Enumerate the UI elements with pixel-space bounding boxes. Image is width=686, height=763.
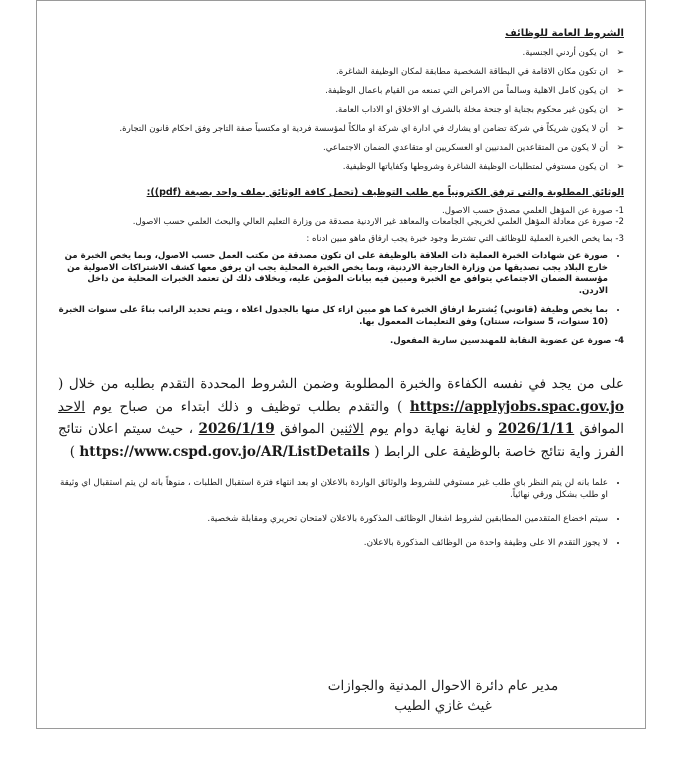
end-day: الاثنين [329,421,364,437]
document-content [58,28,624,561]
arrow-bullet-icon: ➢ [616,67,624,77]
note-item: • سيتم اخضاع المتقدمين المطابقين لشروط اشغال الوظائف المذكورة بالاعلان لامتحان تحريري ومقابلة شخصية. [58,513,608,525]
end-date: 2026/1/19 [198,421,275,437]
arrow-bullet-icon: ➢ [616,86,624,96]
arrow-bullet-icon: ➢ [616,124,624,134]
document-item-4: 4- صورة عن عضوية النقابة للمهندسين سارية المفعول. [390,336,624,346]
notes-list [58,477,624,549]
start-date: 2026/1/11 [498,421,575,437]
signature-block [318,676,568,716]
condition-item: ➢ ان تكون مكان الاقامة في البطاقة الشخصية مطابقة لمكان الوظيفة الشاغرة. [335,67,624,77]
note-item: • لا يجوز التقدم الا على وظيفة واحدة من الوظائف المذكورة بالاعلان. [58,537,608,549]
apply-link[interactable]: https://applyjobs.spac.gov.jo [409,398,624,415]
document-item-3: 3- بما يخص الخبرة العملية للوظائف التي تشترط وجود خبرة يجب ارفاق ماهو مبين ادناه : [306,234,624,244]
document-item-1: 1- صورة عن المؤهل العلمي مصدق حسب الاصول. [442,206,624,216]
announcement-paragraph: على من يجد في نفسه الكفاءة والخبرة المطلوبة وضمن الشروط المحددة التقدم بطلبه من خلال ( https://applyjobs.spac.gov.jo ) والتقدم بطلب توظيف و ذلك ابتداء من صباح يوم الاحد الموافق 2026/1/11 و لغاية نهاية دوام يوم الاثنين الموافق 2026/1/19 ، حيث سيتم اعلان نتائج الفرز واية نتائج خاصة بالوظيفة على الرابط ( https://www.cspd.gov.jo/AR/ListDetails ) [58,376,625,460]
arrow-bullet-icon: ➢ [616,162,624,172]
condition-item: ➢ ان يكون أردني الجنسية. [522,48,624,58]
experience-list [58,251,624,328]
condition-item: ➢ ان يكون مستوفي لمتطلبات الوظيفة الشاغرة وشروطها وكفاياتها الوظيفية. [342,162,624,172]
arrow-bullet-icon: ➢ [616,105,624,115]
condition-item: ➢ ان يكون كامل الاهلية وسالماً من الامراض التي تمنعه من القيام باعمال الوظيفة. [325,86,624,96]
note-item: • علما بانه لن يتم النظر باي طلب غير مستوفي للشروط والوثائق الواردة بالاعلان او بعد انتهاء فترة استقبال الطلبات ، منوهاً بانه لن يتم استقبال اي وثيقة او طلب بشكل ورقي نهائياً. [58,477,608,501]
experience-item: • صورة عن شهادات الخبرة العملية ذات العلاقة بالوظيفة على ان تكون مصدقة من مكتب العمل حسب الاصول، وبما يخص الخبرة من خارج البلاد يجب تصديقها من وزارة الخارجية الاردنية، وبما يخص الخبرة المحلية يجب ان يرفق معها كشف الاشتراكات الاصولية من مؤسسة الضمان الاجتماعي يتوافق مع الخبرة ومبين فيه بيانات المؤمن عليه، وبخلاف ذلك لن تعتمد الخبرات المحلية من داخل الاردن. [58,251,608,297]
general-conditions-title: الشروط العامة للوظائف [505,28,624,39]
condition-item: ➢ أن لا يكون من المتقاعدين المدنيين او العسكريين او متقاعدي الضمان الاجتماعي. [323,143,624,153]
start-day: الاحد [58,398,86,415]
experience-item: • بما يخص وظيفة (قانوني) يُشترط ارفاق الخبرة كما هو مبين ازاء كل منها بالجدول اعلاه ، ويتم تحديد الراتب بناءً على سنوات الخبرة (10 سنوات، 5 سنوات، سنتان) وفق التعليمات المعمول بها. [58,305,608,328]
required-documents-title: الوثائق المطلوبة والتي ترفق الكترونياً مع طلب التوظيف (تحمل كافة الوثائق بملف واحد بصيغة (pdf)): [146,187,624,198]
arrow-bullet-icon: ➢ [616,143,624,153]
general-conditions-list [58,47,624,173]
signatory-title: مدير عام دائرة الاحوال المدنية والجوازات [327,678,559,694]
condition-item: ➢ أن لا يكون شريكاً في شركة تضامن او يشارك في ادارة اي شركة او مالكاً لمؤسسة فردية او مكتسباً صفة التاجر وفق احكام قانون التجارة. [119,124,624,134]
results-link[interactable]: https://www.cspd.gov.jo/AR/ListDetails [79,443,370,460]
signatory-name: غيث غازي الطيب [394,698,492,714]
condition-item: ➢ ان يكون غير محكوم بجناية او جنحة مخلة بالشرف او الاخلاق او الاداب العامة. [335,105,624,115]
document-item-2: 2- صورة عن معادلة المؤهل العلمي لخريجي الجامعات والمعاهد غير الاردنية مصدقة من وزارة التعليم العالي والبحث العلمي حسب الاصول. [132,217,624,227]
arrow-bullet-icon: ➢ [616,48,624,58]
